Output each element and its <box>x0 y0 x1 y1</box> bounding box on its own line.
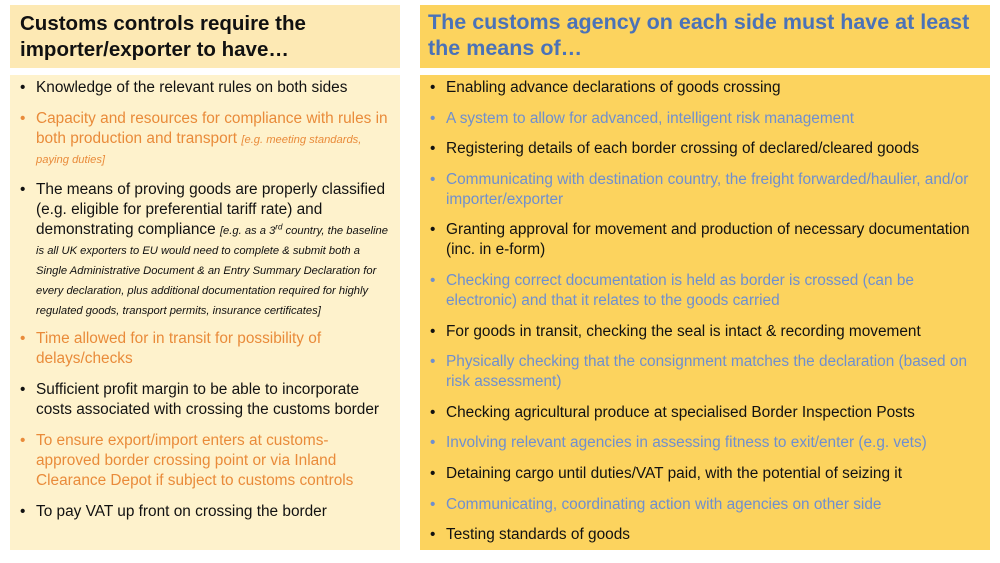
bullet-icon: • <box>20 432 26 449</box>
note-text: [e.g. as a 3 <box>219 225 276 237</box>
list-item-note <box>36 222 388 317</box>
list-item <box>18 431 392 491</box>
list-item <box>428 403 982 423</box>
bullet-icon: • <box>430 170 436 188</box>
bullet-icon: • <box>20 503 26 520</box>
bullet-icon: • <box>20 181 26 198</box>
list-item-text: Knowledge of the relevant rules on both sides <box>36 79 348 96</box>
bullet-icon: • <box>430 109 436 127</box>
bullet-icon: • <box>430 221 436 239</box>
list-item-text: Capacity and resources for compliance with rules in both production and transport <box>36 110 388 147</box>
bullet-icon: • <box>430 353 436 371</box>
left-header-title: Customs controls require the importer/exporter to have… <box>20 12 306 61</box>
list-item <box>428 170 982 210</box>
list-item-text: Communicating, coordinating action with agencies on other side <box>446 495 882 513</box>
right-header <box>420 5 990 68</box>
bullet-icon: • <box>430 140 436 158</box>
list-item-note: [e.g. meeting standards, paying duties] <box>36 134 362 166</box>
list-item-text: For goods in transit, checking the seal is intact & recording movement <box>446 322 921 340</box>
right-list-panel <box>420 75 990 550</box>
left-list-panel <box>10 75 400 550</box>
list-item <box>18 329 392 369</box>
list-item-text: Time allowed for in transit for possibility of delays/checks <box>36 330 322 367</box>
importer-requirements-list <box>18 78 392 522</box>
list-item-text: Granting approval for movement and production of necessary documentation (inc. in e-form) <box>446 221 970 259</box>
list-item <box>428 139 982 159</box>
list-item-text: Testing standards of goods <box>446 526 630 544</box>
bullet-icon: • <box>430 322 436 340</box>
bullet-icon: • <box>430 526 436 544</box>
bullet-icon: • <box>430 434 436 452</box>
list-item <box>428 109 982 129</box>
bullet-icon: • <box>20 381 26 398</box>
list-item <box>428 525 982 545</box>
list-item-text: Involving relevant agencies in assessing fitness to exit/enter (e.g. vets) <box>446 434 927 452</box>
list-item-text: Enabling advance declarations of goods crossing <box>446 79 781 96</box>
list-item <box>18 109 392 169</box>
bullet-icon: • <box>430 79 436 96</box>
list-item <box>428 464 982 484</box>
list-item-text: Detaining cargo until duties/VAT paid, with the potential of seizing it <box>446 464 902 482</box>
list-item <box>428 352 982 392</box>
note-superscript: rd <box>275 222 283 232</box>
bullet-icon: • <box>20 110 26 127</box>
bullet-icon: • <box>430 464 436 482</box>
list-item-text: To ensure export/import enters at customs-approved border crossing point or via Inland Clearance Depot if subject to customs controls <box>36 432 354 489</box>
list-item <box>18 380 392 420</box>
bullet-icon: • <box>430 403 436 421</box>
right-header-title: The customs agency on each side must have at least the means of… <box>428 10 970 60</box>
list-item <box>18 502 392 522</box>
agency-means-list <box>428 78 982 545</box>
list-item <box>428 495 982 515</box>
list-item-text: Registering details of each border crossing of declared/cleared goods <box>446 140 920 158</box>
left-header <box>10 5 400 68</box>
list-item <box>428 220 982 260</box>
list-item <box>428 433 982 453</box>
list-item-text: Sufficient profit margin to be able to incorporate costs associated with crossing the customs border <box>36 381 380 418</box>
list-item-text: The means of proving goods are properly classified (e.g. eligible for preferential tariff rate) and demonstrating compliance <box>36 181 386 238</box>
list-item <box>18 78 392 98</box>
list-item <box>428 322 982 342</box>
list-item-text: A system to allow for advanced, intelligent risk management <box>446 109 855 127</box>
list-item-text: Communicating with destination country, the freight forwarded/haulier, and/or importer/exporter <box>446 170 969 208</box>
list-item-text: Checking correct documentation is held as border is crossed (can be electronic) and that it relates to the goods carried <box>446 271 914 309</box>
bullet-icon: • <box>20 330 26 347</box>
list-item <box>428 78 982 98</box>
bullet-icon: • <box>430 271 436 289</box>
bullet-icon: • <box>20 79 26 96</box>
list-item <box>18 180 392 320</box>
list-item-text: To pay VAT up front on crossing the border <box>36 503 327 520</box>
note-text: country, the baseline is all UK exporters to EU would need to complete & submit both a Single Administrative Document & an Entry Summary Declaration for every declaration, plus additional documentation required for highly regulated goods, transport permits, insurance certificates] <box>36 225 388 317</box>
bullet-icon: • <box>430 495 436 513</box>
list-item-text: Checking agricultural produce at specialised Border Inspection Posts <box>446 403 915 421</box>
list-item-text: Physically checking that the consignment matches the declaration (based on risk assessment) <box>446 353 968 391</box>
list-item <box>428 271 982 311</box>
